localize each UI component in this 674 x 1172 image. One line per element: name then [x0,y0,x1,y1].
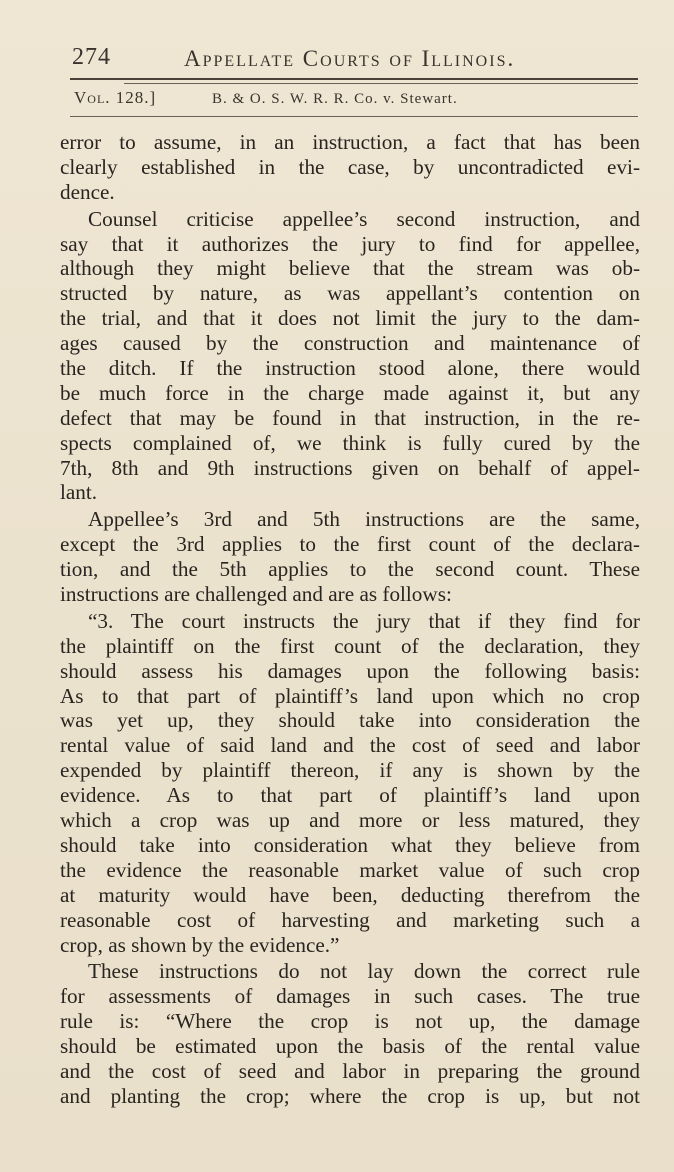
text-line: which a crop was up and more or less matured, they [60,808,640,833]
text-line: tion, and the 5th applies to the second count. These [60,557,640,582]
volume-label: Vol. 128.] [74,88,157,107]
paragraph [60,507,640,607]
text-line: at maturity would have been, deducting therefrom the [60,882,640,907]
text-line: instructions are challenged and are as follows: [60,582,452,607]
journal-title: Appellate Courts of Illinois. [184,46,516,71]
paragraph [60,207,640,506]
text-line: expended by plaintiff thereon, if any is shown by the [60,758,640,783]
text-line: evidence. As to that part of plaintiff’s land upon [60,783,640,808]
header-rule-thin [124,83,638,84]
text-line: should be estimated upon the basis of the rental value [60,1034,640,1059]
case-title: B. & O. S. W. R. R. Co. v. Stewart. [212,91,458,107]
text-line: ages caused by the construction and maintenance of [60,331,640,356]
text-line: except the 3rd applies to the first count of the declara- [60,532,640,557]
paragraph [60,959,640,1108]
text-line: spects complained of, we think is fully cured by the [60,430,640,455]
text-line: Appellee’s 3rd and 5th instructions are the same, [88,507,640,532]
paragraph [60,130,640,205]
text-line: should assess his damages upon the following basis: [60,658,640,683]
text-line: rental value of said land and the cost of seed and labor [60,733,640,758]
text-line: “3. The court instructs the jury that if they find for [88,608,640,633]
subheader-rule [70,116,638,117]
quoted-instruction [60,609,640,957]
text-line: 7th, 8th and 9th instructions given on behalf of appel- [60,455,640,480]
text-line: reasonable cost of harvesting and marketing such a [60,907,640,932]
text-line: be much force in the charge made against it, but any [60,380,640,405]
text-line: defect that may be found in that instruction, in the re- [60,405,640,430]
text-line: rule is: “Where the crop is not up, the damage [60,1009,640,1034]
text-line: was yet up, they should take into consideration the [60,708,640,733]
text-line: clearly established in the case, by uncontradicted evi- [60,154,640,179]
text-line: and the cost of seed and labor in preparing the ground [60,1058,640,1083]
text-line: These instructions do not lay down the correct rule [88,959,640,984]
header-rule [70,78,638,80]
text-line: lant. [60,480,98,505]
text-line: dence. [60,179,115,204]
text-line: the plaintiff on the first count of the declaration, they [60,633,640,658]
page-number: 274 [72,44,111,70]
text-line: and planting the crop; where the crop is up, but not [60,1083,640,1108]
case-subheader [74,88,634,112]
text-line: crop, as shown by the evidence.” [60,932,340,957]
text-line: structed by nature, as was appellant’s contention on [60,281,640,306]
opinion-text [60,130,640,1109]
text-line: error to assume, in an instruction, a fact that has been [60,130,640,154]
text-line: the evidence the reasonable market value of such crop [60,857,640,882]
text-line: the ditch. If the instruction stood alone, there would [60,356,640,381]
text-line: As to that part of plaintiff’s land upon which no crop [60,683,640,708]
text-line: for assessments of damages in such cases. The true [60,984,640,1009]
text-line: the trial, and that it does not limit the jury to the dam- [60,306,640,331]
text-line: although they might believe that the stream was ob- [60,256,640,281]
text-line: say that it authorizes the jury to find for appellee, [60,231,640,256]
text-line: should take into consideration what they believe from [60,832,640,857]
running-header [60,40,640,76]
text-line: Counsel criticise appellee’s second instruction, and [88,206,640,231]
